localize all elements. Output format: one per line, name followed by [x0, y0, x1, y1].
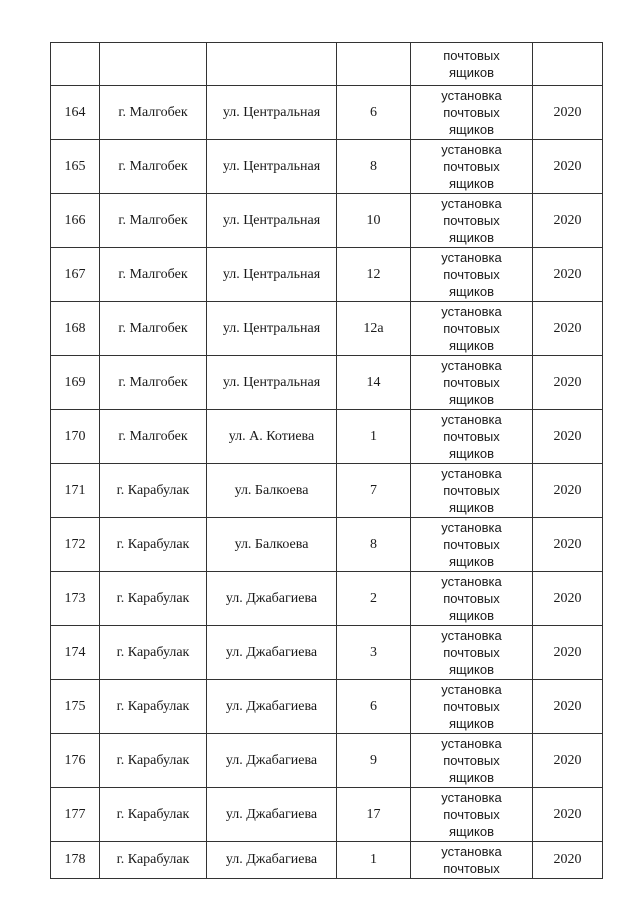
table-row-continuation [51, 43, 603, 86]
table-row [51, 248, 603, 302]
work-type-line: ящиков [449, 122, 494, 137]
cell-work-type [411, 194, 533, 248]
row-number: 172 [64, 536, 86, 552]
cell-work-type [411, 518, 533, 572]
cell-year [533, 43, 603, 86]
cell-num [51, 788, 100, 842]
cell-city [100, 734, 207, 788]
cell-work-type [411, 410, 533, 464]
cell-year [533, 842, 603, 879]
work-type-line: почтовых [443, 591, 500, 606]
cell-num [51, 842, 100, 879]
cell-city [100, 788, 207, 842]
work-type-line: почтовых [443, 807, 500, 822]
year-value: 2020 [553, 320, 582, 336]
work-type-line: установка [441, 412, 502, 427]
table-row [51, 464, 603, 518]
year-value: 2020 [553, 852, 582, 867]
row-number: 170 [64, 428, 86, 444]
table-row [51, 410, 603, 464]
city-name: г. Малгобек [118, 374, 188, 390]
street-name: ул. Джабагиева [225, 590, 318, 606]
year-value: 2020 [553, 644, 582, 660]
table-row [51, 518, 603, 572]
cell-year [533, 86, 603, 140]
cell-num [51, 464, 100, 518]
cell-num [51, 518, 100, 572]
work-type-line: установка [441, 358, 502, 373]
table-row [51, 302, 603, 356]
street-name: ул. Джабагиева [225, 852, 318, 867]
cell-work-type [411, 86, 533, 140]
house-number: 6 [370, 698, 377, 714]
city-name: г. Малгобек [118, 320, 188, 336]
street-name: ул. А. Котиева [228, 428, 315, 444]
address-table-body [51, 43, 603, 879]
cell-house [337, 680, 411, 734]
year-value: 2020 [553, 104, 582, 120]
cell-year [533, 626, 603, 680]
work-type-line: ящиков [449, 392, 494, 407]
cell-street [207, 464, 337, 518]
cell-house [337, 626, 411, 680]
year-value: 2020 [553, 212, 582, 228]
cell-street [207, 680, 337, 734]
cell-work-type [411, 626, 533, 680]
work-type-line: установка [441, 844, 502, 859]
cell-work-type [411, 842, 533, 879]
work-type-line: ящиков [449, 662, 494, 677]
row-number: 169 [64, 374, 86, 390]
table-row [51, 734, 603, 788]
work-type-line: ящиков [449, 500, 494, 515]
work-type-line: ящиков [449, 824, 494, 839]
work-type-line: почтовых [443, 537, 500, 552]
work-type-line: установка [441, 736, 502, 751]
house-number: 8 [370, 536, 377, 552]
cell-year [533, 518, 603, 572]
cell-street [207, 572, 337, 626]
cell-city [100, 248, 207, 302]
work-type-line: установка [441, 466, 502, 481]
cell-work-type [411, 680, 533, 734]
work-type-line: установка [441, 682, 502, 697]
work-type-line: почтовых [443, 645, 500, 660]
work-type-line: ящиков [449, 284, 494, 299]
cell-city [100, 194, 207, 248]
cell-city [100, 43, 207, 86]
work-type-line: установка [441, 790, 502, 805]
cell-street [207, 248, 337, 302]
year-value: 2020 [553, 428, 582, 444]
row-number: 174 [64, 644, 86, 660]
year-value: 2020 [553, 590, 582, 606]
house-number: 8 [370, 158, 377, 174]
cell-work-type [411, 788, 533, 842]
house-number: 10 [366, 212, 381, 228]
street-name: ул. Центральная [222, 104, 321, 120]
work-type-line: почтовых [443, 213, 500, 228]
year-value: 2020 [553, 482, 582, 498]
city-name: г. Карабулак [116, 752, 190, 768]
cell-street [207, 626, 337, 680]
city-name: г. Карабулак [116, 536, 190, 552]
street-name: ул. Центральная [222, 212, 321, 228]
cell-year [533, 410, 603, 464]
cell-street [207, 140, 337, 194]
city-name: г. Карабулак [116, 852, 190, 867]
table-row [51, 626, 603, 680]
cell-year [533, 788, 603, 842]
cell-num [51, 248, 100, 302]
street-name: ул. Джабагиева [225, 644, 318, 660]
cell-street [207, 518, 337, 572]
address-table [50, 42, 603, 879]
cell-house [337, 302, 411, 356]
table-row [51, 572, 603, 626]
work-type-line: почтовых [443, 105, 500, 120]
cell-work-type [411, 464, 533, 518]
cell-num [51, 410, 100, 464]
work-type-line: ящиков [449, 338, 494, 353]
table-row [51, 356, 603, 410]
work-type-line: почтовых [443, 159, 500, 174]
cell-city [100, 464, 207, 518]
row-number: 173 [64, 590, 86, 606]
house-number: 6 [370, 104, 377, 120]
house-number: 1 [370, 852, 377, 867]
cell-street [207, 356, 337, 410]
city-name: г. Малгобек [118, 266, 188, 282]
cell-house [337, 140, 411, 194]
city-name: г. Малгобек [118, 212, 188, 228]
cell-city [100, 518, 207, 572]
street-name: ул. Джабагиева [225, 806, 318, 822]
work-type-line: ящиков [449, 65, 494, 80]
street-name: ул. Центральная [222, 158, 321, 174]
cell-num [51, 626, 100, 680]
work-type-line: установка [441, 88, 502, 103]
cell-house [337, 572, 411, 626]
house-number: 12 [366, 266, 381, 282]
year-value: 2020 [553, 266, 582, 282]
cell-work-type [411, 43, 533, 86]
row-number: 171 [64, 482, 86, 498]
work-type-line: почтовых [443, 321, 500, 336]
cell-work-type [411, 302, 533, 356]
house-number: 9 [370, 752, 377, 768]
cell-house [337, 788, 411, 842]
cell-street [207, 302, 337, 356]
year-value: 2020 [553, 806, 582, 822]
cell-city [100, 680, 207, 734]
cell-city [100, 302, 207, 356]
house-number: 12а [363, 320, 384, 336]
cell-house [337, 356, 411, 410]
cell-street [207, 788, 337, 842]
city-name: г. Карабулак [116, 482, 190, 498]
year-value: 2020 [553, 698, 582, 714]
work-type-line: ящиков [449, 176, 494, 191]
work-type-line: почтовых [443, 861, 500, 876]
work-type-line: установка [441, 250, 502, 265]
street-name: ул. Балкоева [234, 482, 309, 498]
street-name: ул. Центральная [222, 320, 321, 336]
street-name: ул. Джабагиева [225, 752, 318, 768]
cell-year [533, 356, 603, 410]
row-number: 178 [64, 852, 86, 867]
cell-work-type [411, 572, 533, 626]
work-type-line: почтовых [443, 48, 500, 63]
row-number: 176 [64, 752, 86, 768]
year-value: 2020 [553, 374, 582, 390]
cell-house [337, 464, 411, 518]
cell-house [337, 43, 411, 86]
cell-num [51, 572, 100, 626]
work-type-line: почтовых [443, 375, 500, 390]
year-value: 2020 [553, 536, 582, 552]
cell-street [207, 842, 337, 879]
house-number: 1 [370, 428, 377, 444]
row-number: 168 [64, 320, 86, 336]
cell-year [533, 572, 603, 626]
cell-city [100, 626, 207, 680]
cell-house [337, 518, 411, 572]
work-type-line: ящиков [449, 554, 494, 569]
city-name: г. Малгобек [118, 428, 188, 444]
city-name: г. Малгобек [118, 158, 188, 174]
work-type-line: ящиков [449, 230, 494, 245]
city-name: г. Карабулак [116, 698, 190, 714]
year-value: 2020 [553, 158, 582, 174]
cell-year [533, 464, 603, 518]
cell-house [337, 86, 411, 140]
cell-num [51, 734, 100, 788]
row-number: 166 [64, 212, 86, 228]
table-row [51, 194, 603, 248]
city-name: г. Карабулак [116, 644, 190, 660]
work-type-line: ящиков [449, 446, 494, 461]
work-type-line: почтовых [443, 699, 500, 714]
cell-work-type [411, 356, 533, 410]
row-number: 165 [64, 158, 86, 174]
table-row [51, 788, 603, 842]
street-name: ул. Центральная [222, 374, 321, 390]
table-row [51, 842, 603, 879]
cell-city [100, 140, 207, 194]
work-type-line: почтовых [443, 267, 500, 282]
cell-house [337, 734, 411, 788]
house-number: 14 [366, 374, 381, 390]
cell-street [207, 734, 337, 788]
cell-year [533, 194, 603, 248]
cell-num [51, 356, 100, 410]
city-name: г. Карабулак [116, 806, 190, 822]
cell-city [100, 356, 207, 410]
work-type-line: установка [441, 196, 502, 211]
work-type-line: почтовых [443, 753, 500, 768]
cell-year [533, 734, 603, 788]
cell-city [100, 572, 207, 626]
cell-work-type [411, 140, 533, 194]
cell-house [337, 194, 411, 248]
cell-street [207, 410, 337, 464]
work-type-line: установка [441, 304, 502, 319]
work-type-line: установка [441, 574, 502, 589]
cell-year [533, 248, 603, 302]
work-type-line: ящиков [449, 770, 494, 785]
cell-num [51, 86, 100, 140]
cell-num [51, 302, 100, 356]
house-number: 3 [370, 644, 377, 660]
cell-num [51, 680, 100, 734]
house-number: 17 [366, 806, 381, 822]
street-name: ул. Центральная [222, 266, 321, 282]
work-type-line: установка [441, 520, 502, 535]
table-row [51, 680, 603, 734]
cell-street [207, 43, 337, 86]
cell-street [207, 194, 337, 248]
street-name: ул. Джабагиева [225, 698, 318, 714]
row-number: 177 [64, 806, 86, 822]
work-type-line: почтовых [443, 429, 500, 444]
row-number: 167 [64, 266, 86, 282]
house-number: 7 [370, 482, 377, 498]
cell-num [51, 194, 100, 248]
cell-city [100, 410, 207, 464]
cell-year [533, 302, 603, 356]
cell-year [533, 680, 603, 734]
cell-year [533, 140, 603, 194]
cell-num [51, 43, 100, 86]
cell-house [337, 842, 411, 879]
table-row [51, 140, 603, 194]
cell-city [100, 86, 207, 140]
table-row [51, 86, 603, 140]
work-type-line: ящиков [449, 608, 494, 623]
street-name: ул. Балкоева [234, 536, 309, 552]
work-type-line: установка [441, 142, 502, 157]
row-number: 164 [64, 104, 86, 120]
city-name: г. Малгобек [118, 104, 188, 120]
city-name: г. Карабулак [116, 590, 190, 606]
cell-house [337, 248, 411, 302]
cell-work-type [411, 734, 533, 788]
cell-house [337, 410, 411, 464]
work-type-line: почтовых [443, 483, 500, 498]
work-type-line: установка [441, 628, 502, 643]
house-number: 2 [370, 590, 377, 606]
cell-street [207, 86, 337, 140]
cell-num [51, 140, 100, 194]
row-number: 175 [64, 698, 86, 714]
work-type-line: ящиков [449, 716, 494, 731]
cell-city [100, 842, 207, 879]
cell-work-type [411, 248, 533, 302]
year-value: 2020 [553, 752, 582, 768]
